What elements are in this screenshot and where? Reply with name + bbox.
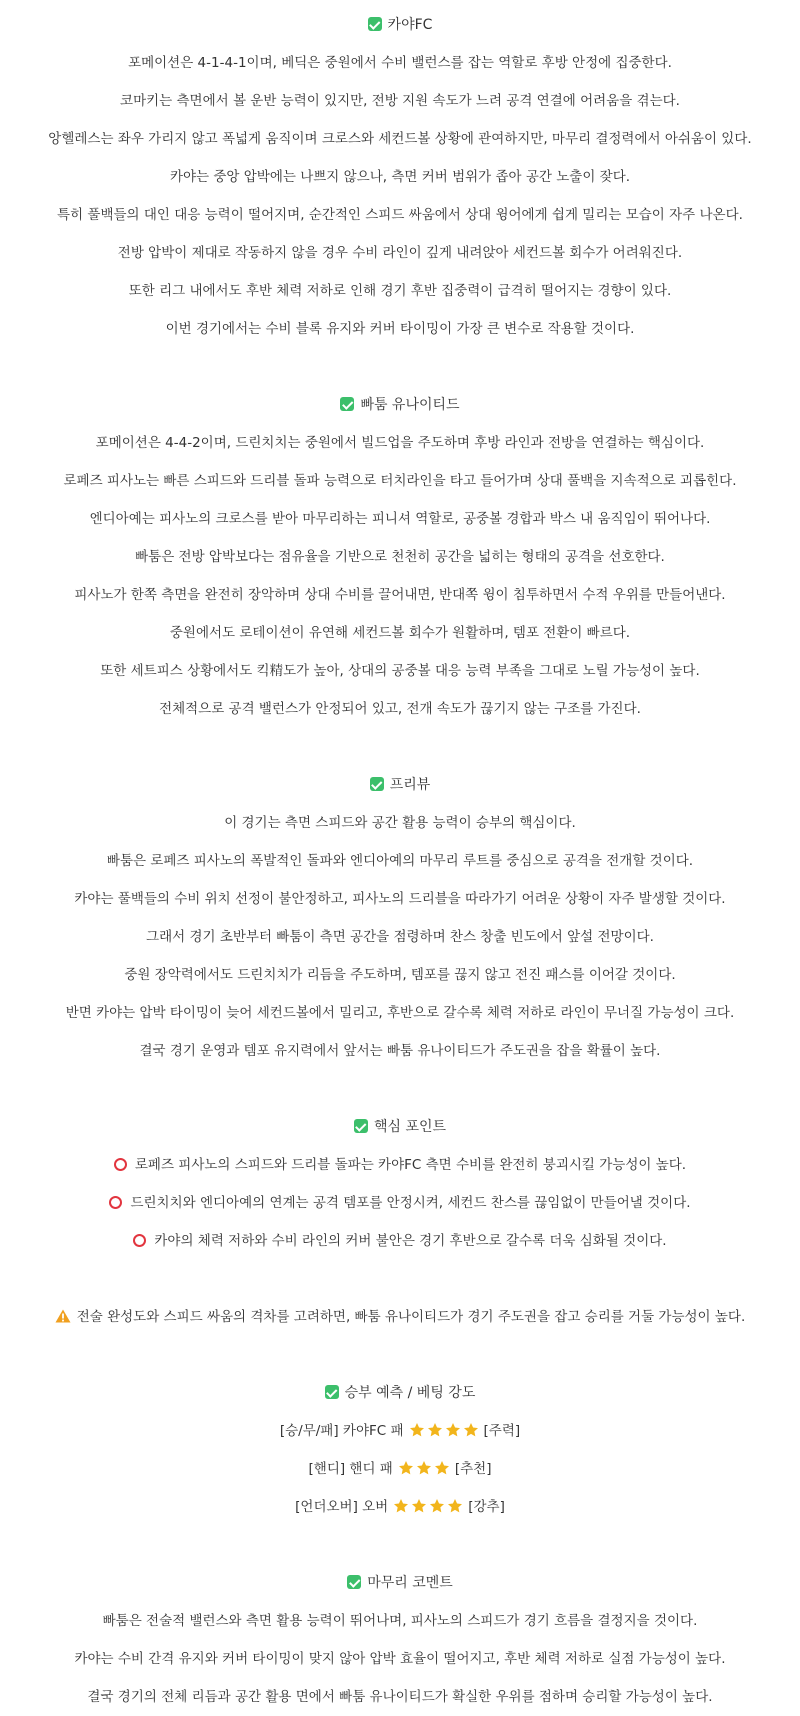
preview-title: 프리뷰: [389, 777, 431, 793]
hollow-red-circle-icon: [109, 1196, 122, 1209]
key-points-section: [0, 1108, 800, 1260]
key-point-item: [0, 1184, 800, 1222]
prediction-title: 승부 예측 / 베팅 강도: [344, 1385, 476, 1401]
buriram-line: 포메이션은 4-4-2이며, 드린치치는 중원에서 빌드업을 주도하며 후방 라인과 전방을 연결하는 핵심이다.: [95, 435, 705, 451]
spacer: [0, 1260, 800, 1298]
preview-line: 중원 장악력에서도 드린치치가 리듬을 주도하며, 템포를 끊지 않고 전진 패스를 이어갈 것이다.: [124, 967, 676, 983]
prediction-pick: [0, 1488, 800, 1526]
star-icon: [447, 1498, 463, 1514]
key-point-item: [0, 1146, 800, 1184]
closing-line: 카야는 수비 간격 유지와 커버 타이밍이 맞지 않아 압박 효율이 떨어지고, 후반 체력 저하로 실점 가능성이 높다.: [74, 1651, 726, 1667]
warning-line: [0, 1298, 800, 1336]
buriram-section: [0, 386, 800, 728]
closing-line: 결국 경기의 전체 리듬과 공간 활용 면에서 빠툼 유나이티드가 확실한 우위를 점하며 승리할 가능성이 높다.: [87, 1689, 713, 1705]
preview-line: 결국 경기 운영과 템포 유지력에서 앞서는 빠툼 유나이티드가 주도권을 잡을 확률이 높다.: [139, 1043, 661, 1059]
buriram-line: 피사노가 한쪽 측면을 완전히 장악하며 상대 수비를 끌어내면, 반대쪽 윙이 침투하면서 수적 우위를 만들어낸다.: [74, 587, 726, 603]
key-point-text: 카야의 체력 저하와 수비 라인의 커버 불안은 경기 후반으로 갈수록 더욱 심화될 것이다.: [154, 1233, 667, 1249]
check-mark-icon: [325, 1385, 339, 1399]
kaya-line: 이번 경기에서는 수비 블록 유지와 커버 타이밍이 가장 큰 변수로 작용할 것이다.: [165, 321, 635, 337]
pick-label: [언더오버] 오버: [295, 1499, 389, 1515]
buriram-line: 중원에서도 로테이션이 유연해 세컨드볼 회수가 원활하며, 템포 전환이 빠르다.: [169, 625, 631, 641]
closing-title: 마무리 코멘트: [367, 1575, 453, 1591]
star-rating: [392, 1499, 464, 1515]
spacer: [0, 1526, 800, 1564]
check-mark-icon: [347, 1575, 361, 1589]
spacer: [0, 1070, 800, 1108]
kaya-line: 특히 풀백들의 대인 대응 능력이 떨어지며, 순간적인 스피드 싸움에서 상대 윙어에게 쉽게 밀리는 모습이 자주 나온다.: [57, 207, 743, 223]
star-rating: [397, 1461, 451, 1477]
star-icon: [398, 1460, 414, 1476]
closing-heading: [0, 1564, 800, 1602]
prediction-section: [0, 1374, 800, 1526]
spacer: [0, 348, 800, 386]
warning-triangle-icon: [55, 1309, 71, 1323]
star-icon: [429, 1498, 445, 1514]
pick-tag: [강추]: [468, 1499, 505, 1515]
closing-section: [0, 1564, 800, 1716]
star-icon: [445, 1422, 461, 1438]
kaya-line: 카야는 중앙 압박에는 나쁘지 않으나, 측면 커버 범위가 좁아 공간 노출이 잦다.: [169, 169, 631, 185]
preview-line: 그래서 경기 초반부터 빠툼이 측면 공간을 점령하며 찬스 창출 빈도에서 앞설 전망이다.: [146, 929, 654, 945]
buriram-line: 엔디아예는 피사노의 크로스를 받아 마무리하는 피니셔 역할로, 공중볼 경합과 박스 내 움직임이 뛰어나다.: [89, 511, 711, 527]
kaya-line: 코마키는 측면에서 볼 운반 능력이 있지만, 전방 지원 속도가 느려 공격 연결에 어려움을 겪는다.: [120, 93, 680, 109]
kaya-line: 또한 리그 내에서도 후반 체력 저하로 인해 경기 후반 집중력이 급격히 떨어지는 경향이 있다.: [128, 283, 672, 299]
hollow-red-circle-icon: [133, 1234, 146, 1247]
buriram-line: 전체적으로 공격 밸런스가 안정되어 있고, 전개 속도가 끊기지 않는 구조를 가진다.: [159, 701, 641, 717]
key-point-text: 로페즈 피사노의 스피드와 드리블 돌파는 카야FC 측면 수비를 완전히 붕괴시킬 가능성이 높다.: [134, 1157, 687, 1173]
check-mark-icon: [370, 777, 384, 791]
key-points-heading: [0, 1108, 800, 1146]
kaya-heading: [0, 6, 800, 44]
check-mark-icon: [354, 1119, 368, 1133]
spacer: [0, 728, 800, 766]
star-icon: [411, 1498, 427, 1514]
closing-line: 빠툼은 전술적 밸런스와 측면 활용 능력이 뛰어나며, 피사노의 스피드가 경기 흐름을 결정지을 것이다.: [102, 1613, 698, 1629]
key-point-item: [0, 1222, 800, 1260]
star-icon: [416, 1460, 432, 1476]
prediction-pick: [0, 1450, 800, 1488]
star-icon: [393, 1498, 409, 1514]
pick-label: [승/무/패] 카야FC 패: [279, 1423, 404, 1439]
key-point-text: 드린치치와 엔디아예의 연계는 공격 템포를 안정시켜, 세컨드 찬스를 끊임없이 만들어낼 것이다.: [130, 1195, 691, 1211]
star-rating: [408, 1423, 480, 1439]
buriram-line: 빠툼은 전방 압박보다는 점유율을 기반으로 천천히 공간을 넓히는 형태의 공격을 선호한다.: [135, 549, 665, 565]
prediction-pick: [0, 1412, 800, 1450]
check-mark-icon: [368, 17, 382, 31]
buriram-line: 로페즈 피사노는 빠른 스피드와 드리블 돌파 능력으로 터치라인을 타고 들어가며 상대 풀백을 지속적으로 괴롭힌다.: [63, 473, 737, 489]
buriram-line: 또한 세트피스 상황에서도 킥精도가 높아, 상대의 공중볼 대응 능력 부족을 그대로 노릴 가능성이 높다.: [100, 663, 700, 679]
buriram-title: 빠툼 유나이티드: [360, 397, 460, 413]
check-mark-icon: [340, 397, 354, 411]
kaya-line: 전방 압박이 제대로 작동하지 않을 경우 수비 라인이 깊게 내려앉아 세컨드볼 회수가 어려워진다.: [117, 245, 683, 261]
star-icon: [434, 1460, 450, 1476]
buriram-heading: [0, 386, 800, 424]
spacer: [0, 1336, 800, 1374]
preview-line: 카야는 풀백들의 수비 위치 선정이 불안정하고, 피사노의 드리블을 따라가기 어려운 상황이 자주 발생할 것이다.: [74, 891, 726, 907]
star-icon: [427, 1422, 443, 1438]
preview-line: 빠툼은 로페즈 피사노의 폭발적인 돌파와 엔디아예의 마무리 루트를 중심으로 공격을 전개할 것이다.: [106, 853, 694, 869]
pick-tag: [추천]: [454, 1461, 492, 1477]
preview-line: 반면 카야는 압박 타이밍이 늦어 세컨드볼에서 밀리고, 후반으로 갈수록 체력 저하로 라인이 무너질 가능성이 크다.: [65, 1005, 735, 1021]
pick-tag: [주력]: [483, 1423, 521, 1439]
preview-heading: [0, 766, 800, 804]
preview-section: [0, 766, 800, 1070]
preview-line: 이 경기는 측면 스피드와 공간 활용 능력이 승부의 핵심이다.: [224, 815, 576, 831]
pick-label: [핸디] 핸디 패: [308, 1461, 393, 1477]
key-points-title: 핵심 포인트: [373, 1119, 447, 1135]
kaya-title: 카야FC: [387, 17, 433, 33]
star-icon: [409, 1422, 425, 1438]
warning-text: 전술 완성도와 스피드 싸움의 격차를 고려하면, 빠툼 유나이티드가 경기 주도권을 잡고 승리를 거둘 가능성이 높다.: [76, 1309, 746, 1325]
kaya-section: [0, 6, 800, 348]
star-icon: [463, 1422, 479, 1438]
hollow-red-circle-icon: [114, 1158, 127, 1171]
kaya-line: 포메이션은 4-1-4-1이며, 베딕은 중원에서 수비 밸런스를 잡는 역할로 후방 안정에 집중한다.: [128, 55, 672, 71]
kaya-line: 앙헬레스는 좌우 가리지 않고 폭넓게 움직이며 크로스와 세컨드볼 상황에 관여하지만, 마무리 결정력에서 아쉬움이 있다.: [48, 131, 752, 147]
prediction-heading: [0, 1374, 800, 1412]
